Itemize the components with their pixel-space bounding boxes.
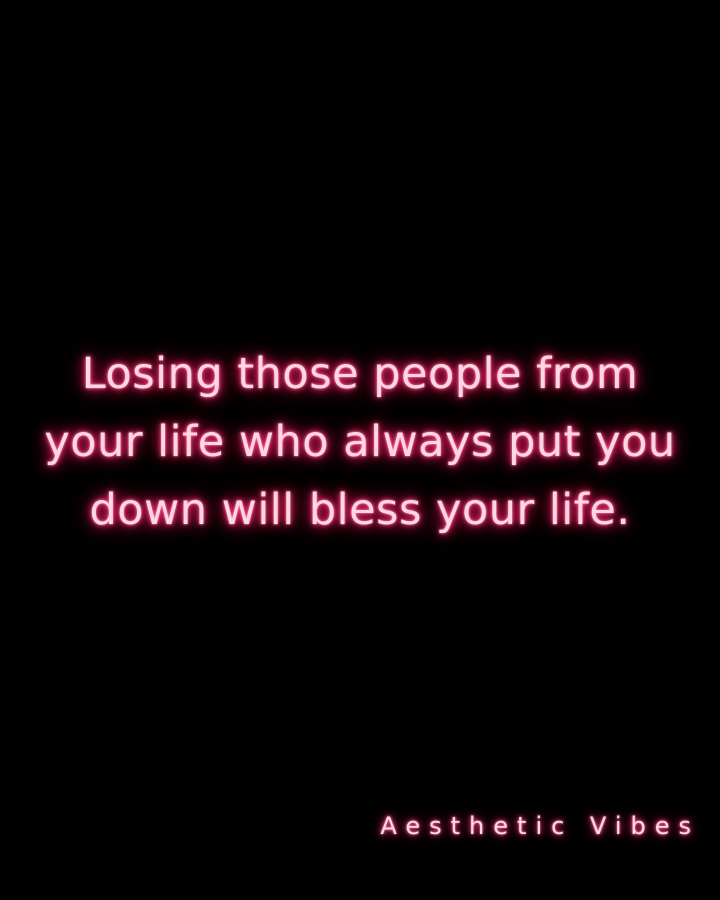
signature-text: Aesthetic Vibes: [380, 812, 700, 840]
quote-line-2: your life who always put you: [44, 417, 676, 467]
quote-text: [40, 340, 680, 544]
quote-line-3: down will bless your life.: [89, 485, 631, 535]
quote-line-1: Losing those people from: [81, 349, 639, 399]
